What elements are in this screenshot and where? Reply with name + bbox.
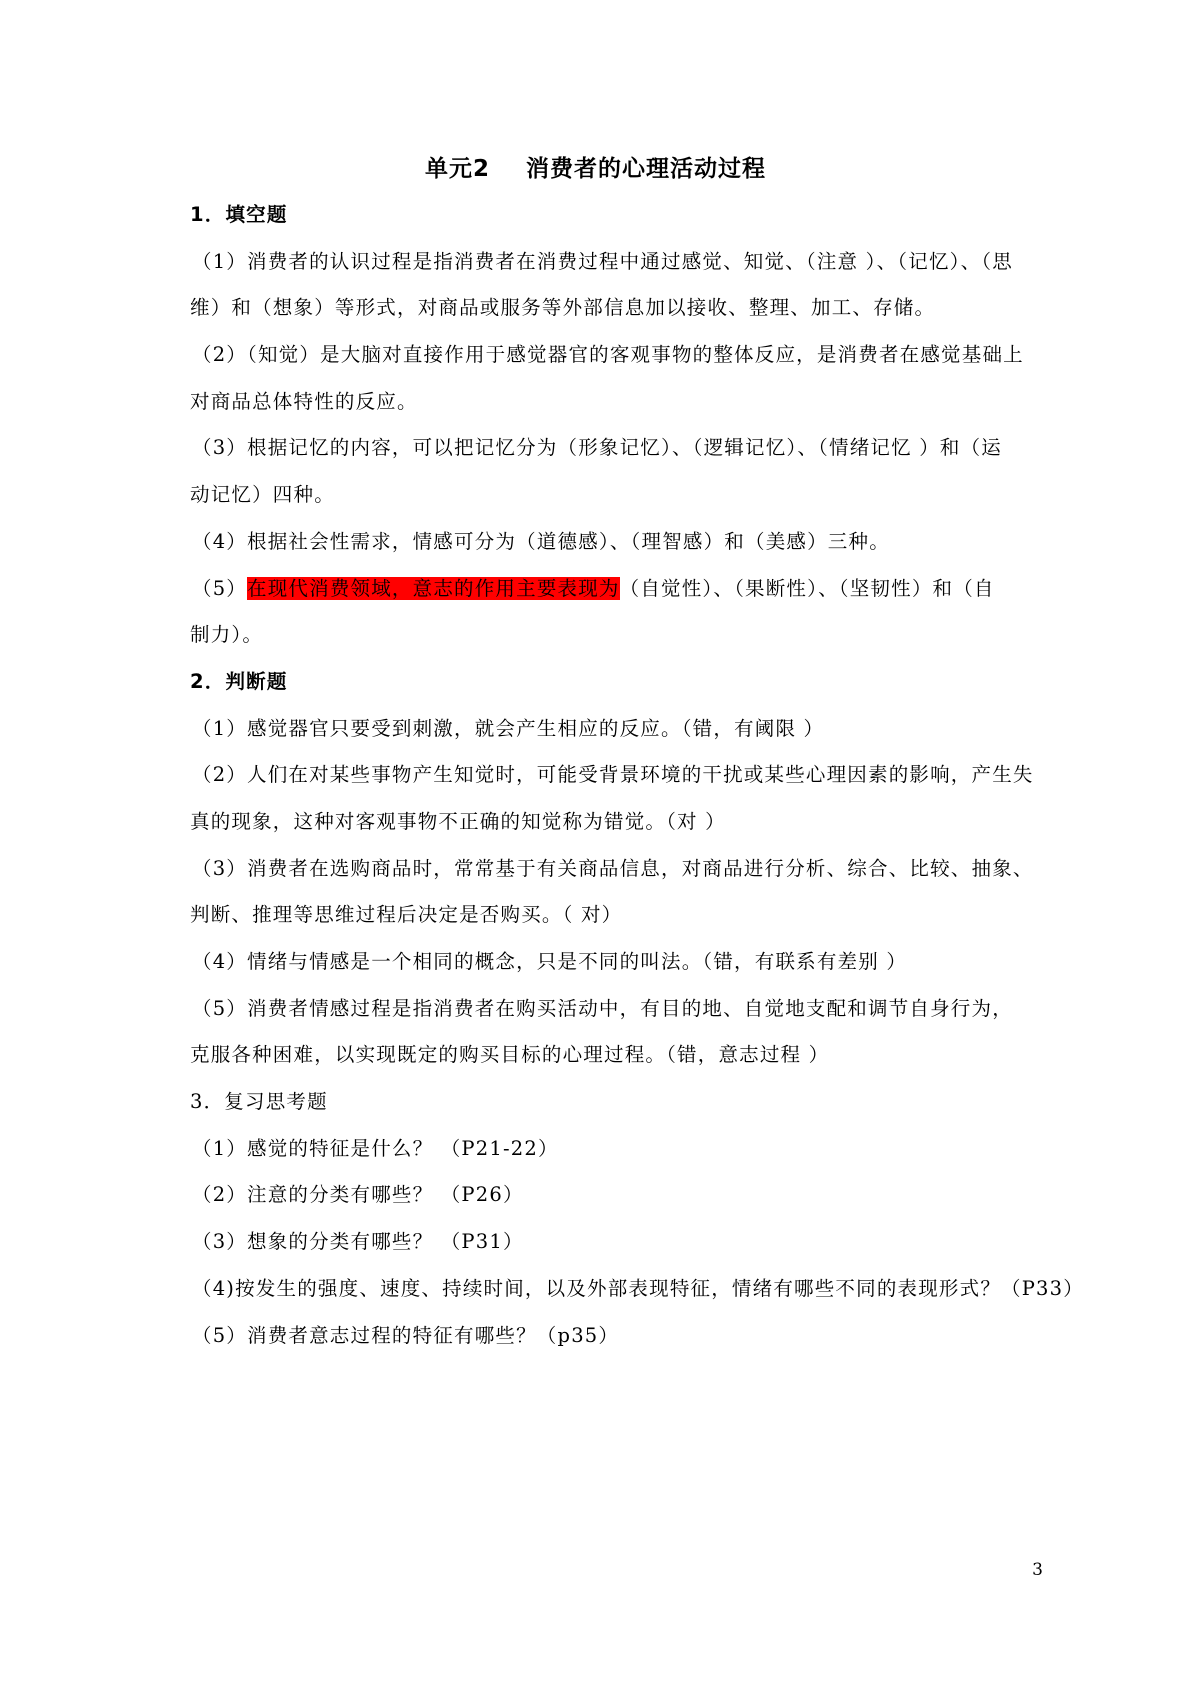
question-line: （2）注意的分类有哪些？ （P26） [192, 1183, 524, 1207]
section-heading-true-false: 2．判断题 [190, 669, 288, 693]
paragraph-line: （3）根据记忆的内容，可以把记忆分为（形象记忆）、（逻辑记忆）、（情绪记忆 ）和（运 [192, 436, 1003, 460]
paragraph-line-highlighted [190, 574, 1050, 621]
question-line: （3）想象的分类有哪些？ （P31） [192, 1230, 524, 1254]
paragraph-line: （2）（知觉）是大脑对直接作用于感觉器官的客观事物的整体反应，是消费者在感觉基础上 [192, 343, 1024, 367]
paragraph-line: 对商品总体特性的反应。 [190, 389, 418, 413]
question-line: （5）消费者意志过程的特征有哪些？（p35） [192, 1323, 620, 1347]
section-heading-review: 3．复习思考题 [190, 1090, 328, 1114]
question-line: （4)按发生的强度、速度、持续时间，以及外部表现特征，情绪有哪些不同的表现形式？（P33） [192, 1276, 1084, 1300]
paragraph-line: 制力）。 [190, 623, 264, 647]
paragraph-text: （自觉性）、（果断性）、（坚韧性）和（自 [619, 576, 995, 600]
paragraph-line: （4）情绪与情感是一个相同的概念，只是不同的叫法。（错，有联系有差别 ） [192, 950, 908, 973]
paragraph-line: （1）感觉器官只要受到刺激，就会产生相应的反应。（错，有阈限 ） [192, 716, 825, 740]
page-number: 3 [1032, 1560, 1043, 1580]
paragraph-line: 判断、推理等思维过程后决定是否购买。（ 对） [190, 903, 623, 927]
page-title: 单元2 消费者的心理活动过程 [424, 156, 767, 182]
document-body [190, 200, 1084, 1367]
highlighted-text: 在现代消费领域，意志的作用主要表现为 [247, 576, 620, 600]
paragraph-line: （4）根据社会性需求，情感可分为（道德感）、（理智感）和（美感）三种。 [192, 529, 890, 553]
paragraph-line: 真的现象，这种对客观事物不正确的知觉称为错觉。（对 ） [190, 809, 726, 833]
section-heading-fill-in: 1．填空题 [190, 203, 288, 226]
paragraph-line: 克服各种困难，以实现既定的购买目标的心理过程。（错，意志过程 ） [190, 1043, 830, 1067]
paragraph-line: （1）消费者的认识过程是指消费者在消费过程中通过感觉、知觉、（注意 ）、（记忆）、（思 [192, 249, 1013, 273]
item-number: （5） [192, 576, 248, 600]
question-line: （1）感觉的特征是什么？ （P21-22） [192, 1136, 559, 1160]
paragraph-line: （5）消费者情感过程是指消费者在购买活动中，有目的地、自觉地支配和调节自身行为， [192, 996, 1013, 1020]
paragraph-line: 维）和（想象）等形式，对商品或服务等外部信息加以接收、整理、加工、存储。 [190, 296, 936, 320]
paragraph-line: （3）消费者在选购商品时，常常基于有关商品信息，对商品进行分析、综合、比较、抽象、 [192, 856, 1034, 880]
paragraph-line: 动记忆）四种。 [190, 483, 335, 507]
paragraph-line: （2）人们在对某些事物产生知觉时，可能受背景环境的干扰或某些心理因素的影响，产生失 [192, 763, 1034, 787]
